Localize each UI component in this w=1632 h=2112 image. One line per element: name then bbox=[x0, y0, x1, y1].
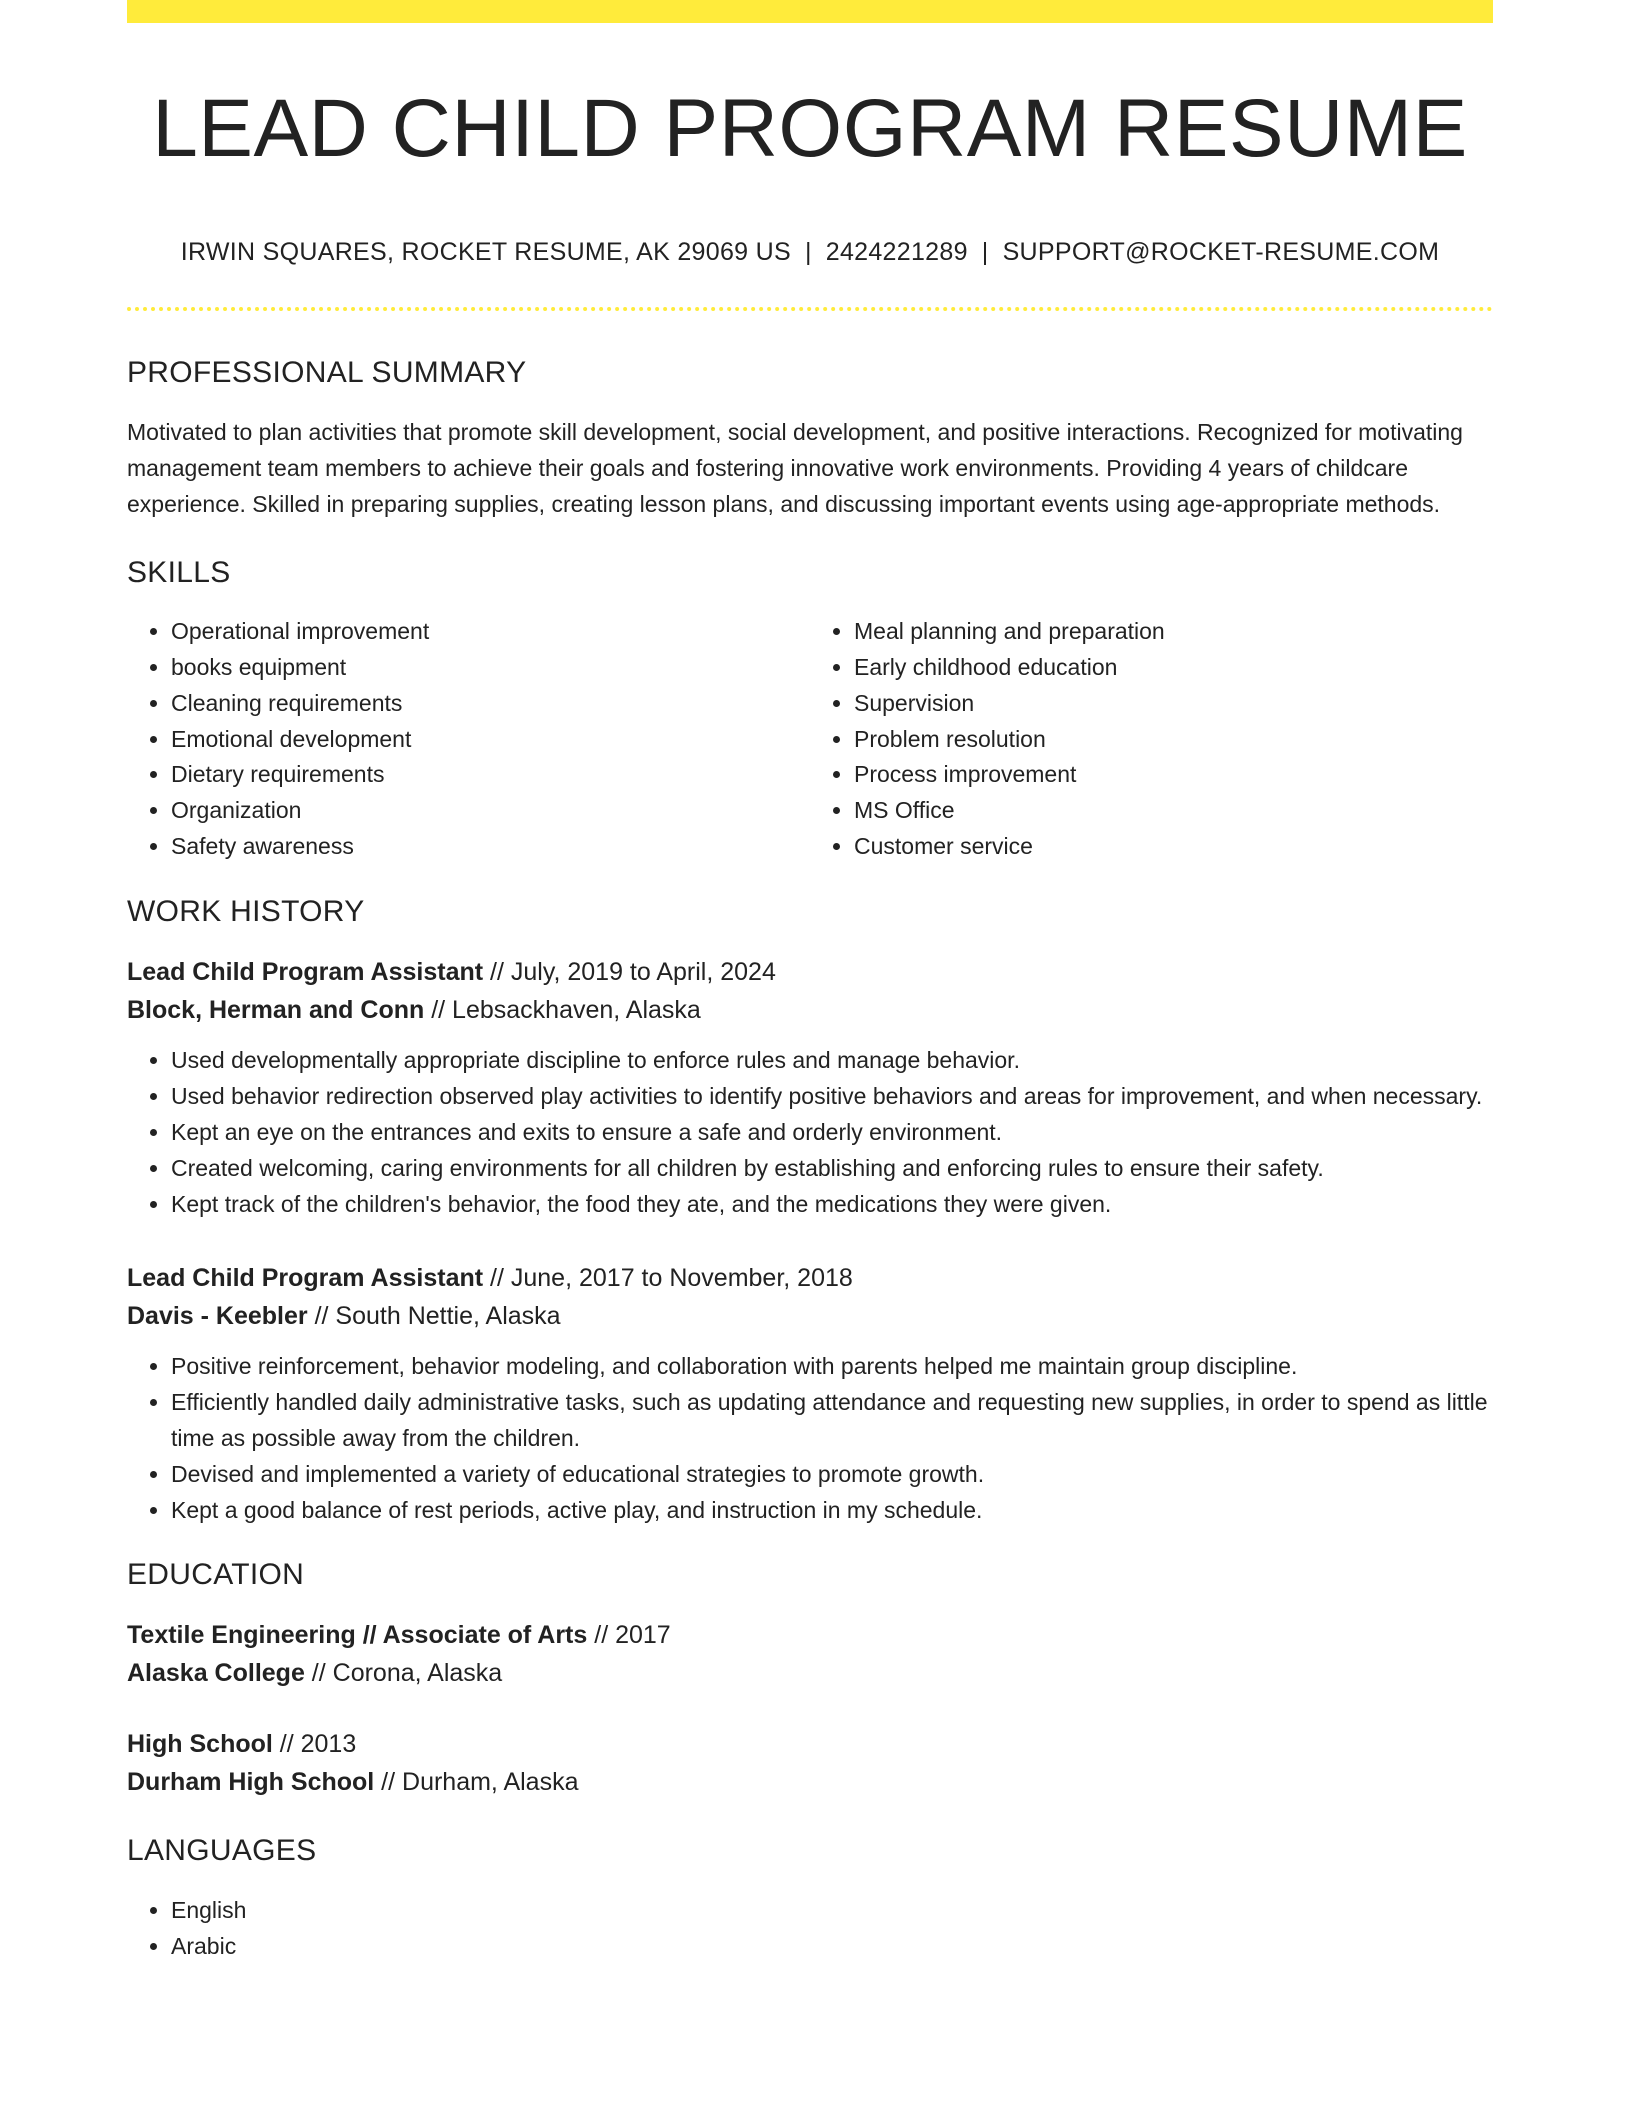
job-dates: // July, 2019 to April, 2024 bbox=[483, 957, 776, 986]
education-degree: High School bbox=[127, 1729, 273, 1758]
section-heading-skills: SKILLS bbox=[127, 556, 231, 590]
job-bullet: • Kept track of the children's behavior, the food they ate, and the medications they were given. bbox=[171, 1186, 1493, 1222]
section-heading-languages: LANGUAGES bbox=[127, 1833, 317, 1867]
education-entry bbox=[127, 1725, 1493, 1801]
education-school-line bbox=[127, 1654, 1493, 1692]
job-bullets bbox=[127, 1042, 1493, 1222]
section-heading-education: EDUCATION bbox=[127, 1557, 305, 1591]
skill-item: • Supervision bbox=[854, 686, 1493, 722]
education-year: // 2013 bbox=[272, 1729, 357, 1758]
education-school-line bbox=[127, 1763, 1493, 1801]
skill-item: • Dietary requirements bbox=[171, 757, 810, 793]
contact-line bbox=[127, 238, 1493, 267]
skill-item: • Emotional development bbox=[171, 722, 810, 758]
job-title: Lead Child Program Assistant bbox=[127, 1263, 484, 1292]
job-location: // Lebsackhaven, Alaska bbox=[424, 995, 701, 1024]
education-location: // Corona, Alaska bbox=[304, 1658, 503, 1687]
education-entry bbox=[127, 1616, 1493, 1692]
job-company-line bbox=[127, 1297, 1493, 1335]
dotted-divider bbox=[127, 307, 1493, 311]
language-item: • English bbox=[171, 1892, 1493, 1928]
accent-top-bar bbox=[127, 0, 1493, 23]
job-bullet: • Used behavior redirection observed play activities to identify positive behaviors and areas for improvement, and when necessary. bbox=[171, 1078, 1493, 1114]
job-bullet: • Positive reinforcement, behavior modeling, and collaboration with parents helped me maintain group discipline. bbox=[171, 1348, 1493, 1384]
education-degree-line bbox=[127, 1616, 1493, 1654]
section-heading-work-history: WORK HISTORY bbox=[127, 894, 365, 928]
education-school: Alaska College bbox=[127, 1658, 305, 1687]
section-heading-summary: PROFESSIONAL SUMMARY bbox=[127, 356, 527, 390]
languages-list bbox=[127, 1892, 1493, 1964]
job-company: Block, Herman and Conn bbox=[127, 995, 425, 1024]
job-bullets bbox=[127, 1348, 1493, 1528]
job-location: // South Nettie, Alaska bbox=[307, 1301, 561, 1330]
contact-phone: 2424221289 bbox=[825, 238, 968, 267]
resume-title: LEAD CHILD PROGRAM RESUME bbox=[152, 83, 1468, 174]
job-bullet: • Used developmentally appropriate discipline to enforce rules and manage behavior. bbox=[171, 1042, 1493, 1078]
job-title-line bbox=[127, 1259, 1493, 1297]
skill-item: • Meal planning and preparation bbox=[854, 614, 1493, 650]
skills-column-left bbox=[127, 614, 810, 865]
education-degree: Textile Engineering // Associate of Arts bbox=[127, 1620, 588, 1649]
summary-text: Motivated to plan activities that promote skill development, social development, and positive interactions. Recognized for motivating management team members to achieve their goals and fostering innovative work environments. Providing 4 years of childcare experience. Skilled in preparing supplies, creating lesson plans, and discussing important events using age-appropriate methods. bbox=[127, 419, 1463, 518]
job-company-line bbox=[127, 991, 1493, 1029]
job-title: Lead Child Program Assistant bbox=[127, 957, 484, 986]
education-school: Durham High School bbox=[127, 1767, 375, 1796]
skill-item: • Organization bbox=[171, 793, 810, 829]
skill-item: • Customer service bbox=[854, 829, 1493, 865]
job-title-line bbox=[127, 953, 1493, 991]
job-bullet: • Created welcoming, caring environments for all children by establishing and enforcing rules to ensure their safety. bbox=[171, 1150, 1493, 1186]
job-entry bbox=[127, 953, 1493, 1222]
skills-column-right bbox=[810, 614, 1493, 865]
skills-grid bbox=[127, 614, 1493, 865]
job-bullet: • Devised and implemented a variety of educational strategies to promote growth. bbox=[171, 1456, 1493, 1492]
job-entry bbox=[127, 1259, 1493, 1528]
job-bullet: • Efficiently handled daily administrative tasks, such as updating attendance and requesting new supplies, in order to spend as little time as possible away from the children. bbox=[171, 1384, 1493, 1456]
skill-item: • Process improvement bbox=[854, 757, 1493, 793]
education-location: // Durham, Alaska bbox=[374, 1767, 579, 1796]
job-dates: // June, 2017 to November, 2018 bbox=[483, 1263, 853, 1292]
skill-item: • Cleaning requirements bbox=[171, 686, 810, 722]
job-company: Davis - Keebler bbox=[127, 1301, 308, 1330]
contact-address: IRWIN SQUARES, ROCKET RESUME, AK 29069 US bbox=[180, 238, 791, 267]
contact-separator: | bbox=[981, 238, 989, 267]
skill-item: • books equipment bbox=[171, 650, 810, 686]
education-degree-line bbox=[127, 1725, 1493, 1763]
job-bullet: • Kept a good balance of rest periods, active play, and instruction in my schedule. bbox=[171, 1492, 1493, 1528]
skill-item: • Problem resolution bbox=[854, 722, 1493, 758]
skill-item: • MS Office bbox=[854, 793, 1493, 829]
job-bullet: • Kept an eye on the entrances and exits to ensure a safe and orderly environment. bbox=[171, 1114, 1493, 1150]
contact-separator: | bbox=[804, 238, 812, 267]
contact-email[interactable]: SUPPORT@ROCKET-RESUME.COM bbox=[1002, 238, 1440, 267]
skill-item: • Safety awareness bbox=[171, 829, 810, 865]
education-year: // 2017 bbox=[587, 1620, 671, 1649]
resume-page bbox=[127, 0, 1493, 1964]
skill-item: • Early childhood education bbox=[854, 650, 1493, 686]
skill-item: • Operational improvement bbox=[171, 614, 810, 650]
language-item: • Arabic bbox=[171, 1928, 1493, 1964]
